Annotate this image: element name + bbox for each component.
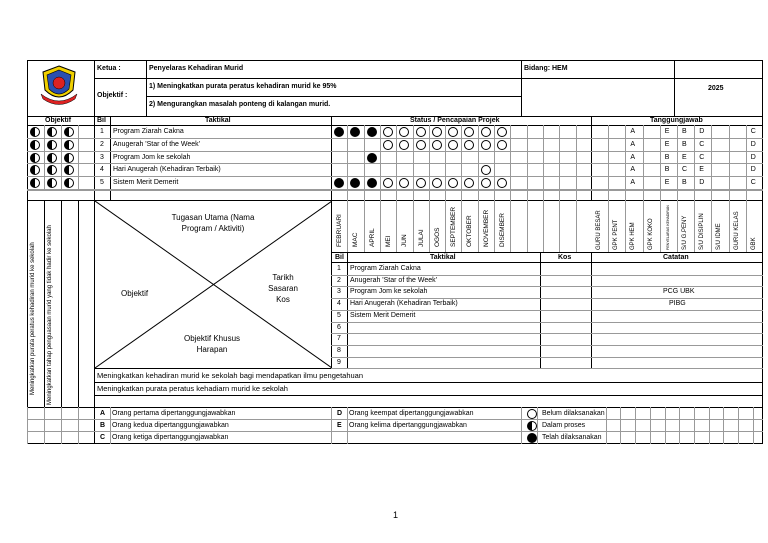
month-disember: DISEMBER — [499, 213, 506, 247]
month-september: SEPTEMBER — [450, 206, 458, 247]
status-full-icon — [367, 178, 377, 188]
responsibility-code: D — [750, 166, 756, 174]
responsibility-code: B — [682, 140, 687, 148]
responsibility-code: A — [630, 128, 636, 135]
legend-key-b: B — [100, 422, 106, 429]
objective-status-icon — [30, 153, 40, 163]
col-taktikal: Taktikal — [205, 117, 231, 124]
school-logo — [38, 64, 80, 106]
role-label: GPK HEM — [630, 222, 637, 250]
responsibility-code: A — [630, 153, 636, 161]
objective-status-icon — [47, 153, 57, 163]
responsibility-code: B — [664, 166, 670, 174]
role-label: PENYELARAS KEHADIRAN — [665, 205, 670, 250]
month-februari: FEBRUARI — [336, 214, 343, 247]
diagram-top: Tugasan Utama (Nama Program / Aktiviti) — [163, 212, 263, 234]
objective-1: 1) Meningkatkan purata peratus kehadiran murid ke 95% — [149, 83, 337, 90]
objective-status-icon — [64, 153, 74, 163]
responsibility-code: E — [699, 166, 704, 174]
legend-b: Orang kedua dipertanggungjawabkan — [112, 422, 229, 429]
role-label: GURU BESAR — [596, 210, 602, 250]
page-title: Penyelaras Kehadiran Murid — [149, 65, 244, 72]
status-empty-icon — [481, 140, 491, 150]
responsibility-code: D — [750, 153, 756, 161]
lower-col-taktikal: Taktikal — [430, 254, 456, 261]
month-jun: JUN — [401, 234, 409, 247]
responsibility-code: A — [630, 140, 636, 148]
diagram-bottom: Objektif Khusus Harapan — [175, 333, 249, 355]
lower-col-bil: Bil — [335, 254, 344, 261]
ketua-label: Ketua : — [97, 65, 121, 72]
responsibility-code: E — [664, 140, 670, 148]
responsibility-code: A — [630, 166, 636, 174]
objective-status-icon — [64, 127, 74, 137]
responsibility-code: E — [664, 128, 670, 135]
objective-status-icon — [47, 140, 57, 150]
page-number: 1 — [393, 510, 399, 520]
legend-s3: Telah dilaksanakan — [542, 434, 602, 441]
task-row-text: Anugerah 'Star of the Week' — [113, 140, 200, 148]
status-empty-icon — [481, 178, 491, 188]
side-label-1: Meningkatkan purata peratus kehadiran murid ke sekolah — [30, 242, 36, 395]
lower-row-text: Program Jom ke sekolah — [350, 288, 428, 296]
lower-col-catatan: Catatan — [663, 254, 689, 261]
col-status: Status / Pencapaian Projek — [410, 117, 500, 124]
col-bil: Bil — [97, 117, 106, 124]
objektif-label: Objektif : — [97, 92, 128, 99]
legend-key-d: D — [337, 410, 343, 417]
task-row-text: Sistem Merit Demerit — [113, 179, 179, 187]
status-half-icon — [527, 421, 537, 431]
objectives-line-2: Meningkatkan purata peratus kehadiarn murid ke sekolah — [97, 384, 288, 393]
legend-c: Orang ketiga dipertanggungjawabkan — [112, 434, 229, 441]
lower-row-bil: 4 — [337, 300, 341, 308]
task-row-text: Program Ziarah Cakna — [113, 128, 184, 135]
responsibility-code: C — [699, 153, 705, 161]
month-ogos: OGOS — [433, 227, 441, 247]
responsibility-code: A — [630, 179, 636, 187]
status-empty-icon — [383, 140, 393, 150]
responsibility-code: B — [682, 179, 687, 187]
lower-row-bil: 6 — [337, 323, 341, 331]
responsibility-code: E — [682, 153, 687, 161]
status-full-icon — [367, 153, 377, 163]
month-julai: JULAI — [417, 229, 425, 247]
lower-row-bil: 9 — [337, 358, 341, 366]
legend-s2: Dalam proses — [542, 422, 586, 429]
responsibility-code: B — [682, 128, 687, 135]
month-mac: MAC — [352, 232, 360, 247]
status-empty-icon — [497, 140, 507, 150]
status-empty-icon — [432, 127, 442, 137]
task-row-bil: 3 — [100, 153, 104, 161]
responsibility-code: C — [699, 140, 705, 148]
lower-row-text: Hari Anugerah (Kehadiran Terbaik) — [350, 300, 458, 308]
month-oktober: OKTOBER — [466, 215, 474, 247]
responsibility-code: D — [699, 128, 705, 135]
responsibility-code: D — [699, 179, 705, 187]
role-label: GPK KOKO — [647, 218, 654, 250]
responsibility-code: C — [750, 179, 756, 187]
lower-row-text: Anugerah 'Star of the Week' — [350, 276, 437, 284]
role-label: GURU KELAS — [733, 211, 740, 250]
status-empty-icon — [399, 140, 409, 150]
lower-row-bil: 3 — [337, 288, 341, 296]
month-mei: MEI — [384, 235, 392, 247]
status-empty-icon — [527, 409, 537, 419]
legend-key-c: C — [100, 434, 106, 441]
task-row-bil: 4 — [100, 166, 104, 174]
month-november: NOVEMBER — [482, 209, 490, 247]
responsibility-code: C — [750, 128, 756, 135]
lower-row-bil: 7 — [337, 335, 341, 343]
role-label: S/U G.PENY — [682, 215, 688, 250]
lower-row-bil: 8 — [337, 346, 341, 354]
lower-row-bil: 5 — [337, 311, 341, 319]
legend-a: Orang pertama dipertanggungjawabkan — [112, 410, 236, 417]
lower-row-catatan: PIBG — [669, 300, 686, 308]
task-row-text: Hari Anugerah (Kehadiran Terbaik) — [113, 166, 221, 174]
status-full-icon — [334, 127, 344, 137]
objectives-line-1: Meningkatkan kehadiran murid ke sekolah bagi mendapatkan ilmu pengetahuan — [97, 371, 364, 380]
role-label: S/U DISIPLIN — [699, 213, 706, 250]
diagram-left: Objektif — [121, 289, 149, 298]
month-april: APRIL — [368, 228, 376, 247]
status-empty-icon — [497, 127, 507, 137]
responsibility-code: B — [664, 153, 670, 161]
legend-e: Orang kelima dipertanggungjawabkan — [349, 422, 467, 429]
status-empty-icon — [432, 140, 442, 150]
status-empty-icon — [416, 140, 426, 150]
responsibility-code: E — [664, 179, 670, 187]
objective-status-icon — [30, 127, 40, 137]
side-label-2: Meningkatkan tahap penguasaan murid yang tidak hadir ke sekolah — [47, 225, 53, 405]
legend-s1: Belum dilaksanakan — [542, 410, 605, 417]
role-label: GPK PENT — [613, 219, 620, 250]
role-label: GBK — [750, 237, 757, 250]
role-label: S/U IDME — [716, 223, 723, 250]
objective-status-icon — [30, 140, 40, 150]
lower-row-catatan: PCG UBK — [663, 288, 695, 296]
bidang-label: Bidang: HEM — [524, 65, 568, 72]
status-empty-icon — [416, 178, 426, 188]
status-full-icon — [367, 127, 377, 137]
responsibility-code: D — [750, 140, 756, 148]
legend-d: Orang keempat dipertanggungjawabkan — [349, 410, 474, 417]
status-empty-icon — [481, 127, 491, 137]
task-row-bil: 1 — [100, 128, 104, 135]
task-row-bil: 5 — [100, 179, 104, 187]
lower-row-bil: 2 — [337, 276, 341, 284]
task-row-bil: 2 — [100, 140, 104, 148]
status-empty-icon — [448, 140, 458, 150]
status-empty-icon — [416, 127, 426, 137]
col-tanggungjawab: Tanggungjawab — [650, 117, 703, 124]
diagram-right: Tarikh Sasaran Kos — [268, 273, 298, 304]
status-empty-icon — [432, 178, 442, 188]
responsibility-code: C — [682, 166, 688, 174]
lower-row-bil: 1 — [337, 265, 341, 272]
lower-row-text: Sistem Merit Demerit — [350, 311, 416, 319]
year-label: 2025 — [708, 85, 724, 92]
objective-status-icon — [47, 127, 57, 137]
lower-col-kos: Kos — [558, 254, 572, 261]
lower-row-text: Program Ziarah Cakna — [350, 265, 421, 272]
objective-status-icon — [64, 140, 74, 150]
col-objektif: Objektif — [45, 117, 72, 124]
status-full-icon — [527, 433, 537, 443]
task-row-text: Program Jom ke sekolah — [113, 153, 191, 161]
status-empty-icon — [383, 127, 393, 137]
legend-key-a: A — [100, 410, 106, 417]
legend-key-e: E — [337, 422, 342, 429]
objective-2: 2) Mengurangkan masalah ponteng di kalangan murid. — [149, 101, 331, 108]
